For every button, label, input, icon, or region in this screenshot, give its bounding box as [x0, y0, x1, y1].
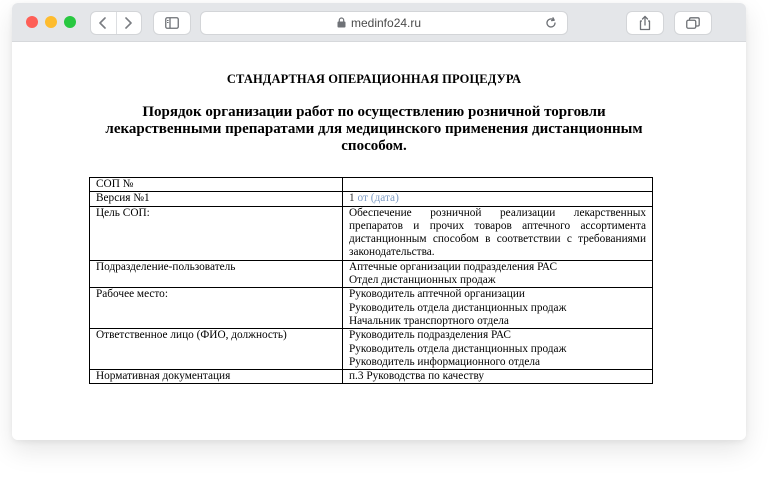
navigation-buttons: [91, 12, 141, 34]
responsible-line: Руководитель отдела дистанционных продаж: [349, 342, 567, 355]
zoom-window-button[interactable]: [64, 16, 76, 28]
sidebar-toggle-button[interactable]: [154, 12, 190, 34]
lock-icon: [337, 17, 346, 28]
table-row: [90, 370, 653, 384]
division-line: Аптечные организации подразделения РАС: [349, 260, 558, 273]
responsible-label: Ответственное лицо (ФИО, должность): [90, 329, 343, 370]
normative-label: Нормативная документация: [90, 370, 343, 384]
minimize-window-button[interactable]: [45, 16, 57, 28]
division-line: Отдел дистанционных продаж: [349, 274, 496, 287]
sidebar-icon: [165, 17, 179, 29]
table-row: [90, 192, 653, 206]
address-url: medinfo24.ru: [351, 16, 422, 30]
workplace-line: Руководитель отдела дистанционных продаж: [349, 301, 567, 314]
version-date: от (дата): [357, 192, 399, 205]
table-row: [90, 206, 653, 260]
workplace-value: [343, 288, 653, 329]
tabs-icon: [686, 17, 700, 29]
share-button[interactable]: [627, 12, 663, 34]
document-title: Порядок организации работ по осуществлению розничной торговли лекарственными препаратами для медицинского применения дистанционным способом.: [105, 104, 643, 154]
division-label: Подразделение-пользователь: [90, 260, 343, 288]
responsible-value: [343, 329, 653, 370]
chevron-right-icon: [123, 17, 133, 29]
sop-table: [89, 177, 653, 384]
table-row: [90, 288, 653, 329]
division-value: [343, 260, 653, 288]
workplace-line: Начальник транспортного отдела: [349, 314, 509, 327]
page-content: [12, 42, 746, 440]
document-heading: СТАНДАРТНАЯ ОПЕРАЦИОННАЯ ПРОЦЕДУРА: [226, 72, 522, 86]
browser-toolbar: [12, 3, 746, 42]
workplace-label: Рабочее место:: [90, 288, 343, 329]
version-value: [343, 192, 653, 206]
share-icon: [638, 15, 652, 31]
address-bar[interactable]: [201, 12, 567, 34]
tab-overview-button[interactable]: [675, 12, 711, 34]
responsible-line: Руководитель подразделения РАС: [349, 329, 511, 342]
version-number: 1: [349, 192, 355, 205]
browser-window: [12, 3, 746, 440]
table-row: [90, 178, 653, 192]
reload-icon[interactable]: [545, 17, 557, 29]
sop-number-value: [343, 178, 653, 192]
goal-label: Цель СОП:: [90, 206, 343, 260]
close-window-button[interactable]: [26, 16, 38, 28]
forward-button[interactable]: [116, 12, 141, 34]
sop-number-label: СОП №: [90, 178, 343, 192]
goal-value: Обеспечение розничной реализации лекарственных препаратов и прочих товаров аптечного ассортимента дистанционным способом в соответствии с требованиями законодательства.: [343, 206, 653, 260]
table-row: [90, 260, 653, 288]
version-label: Версия №1: [90, 192, 343, 206]
chevron-left-icon: [98, 17, 108, 29]
normative-value: п.3 Руководства по качеству: [343, 370, 653, 384]
table-row: [90, 329, 653, 370]
responsible-line: Руководитель информационного отдела: [349, 355, 541, 368]
workplace-line: Руководитель аптечной организации: [349, 288, 525, 301]
back-button[interactable]: [91, 12, 117, 34]
